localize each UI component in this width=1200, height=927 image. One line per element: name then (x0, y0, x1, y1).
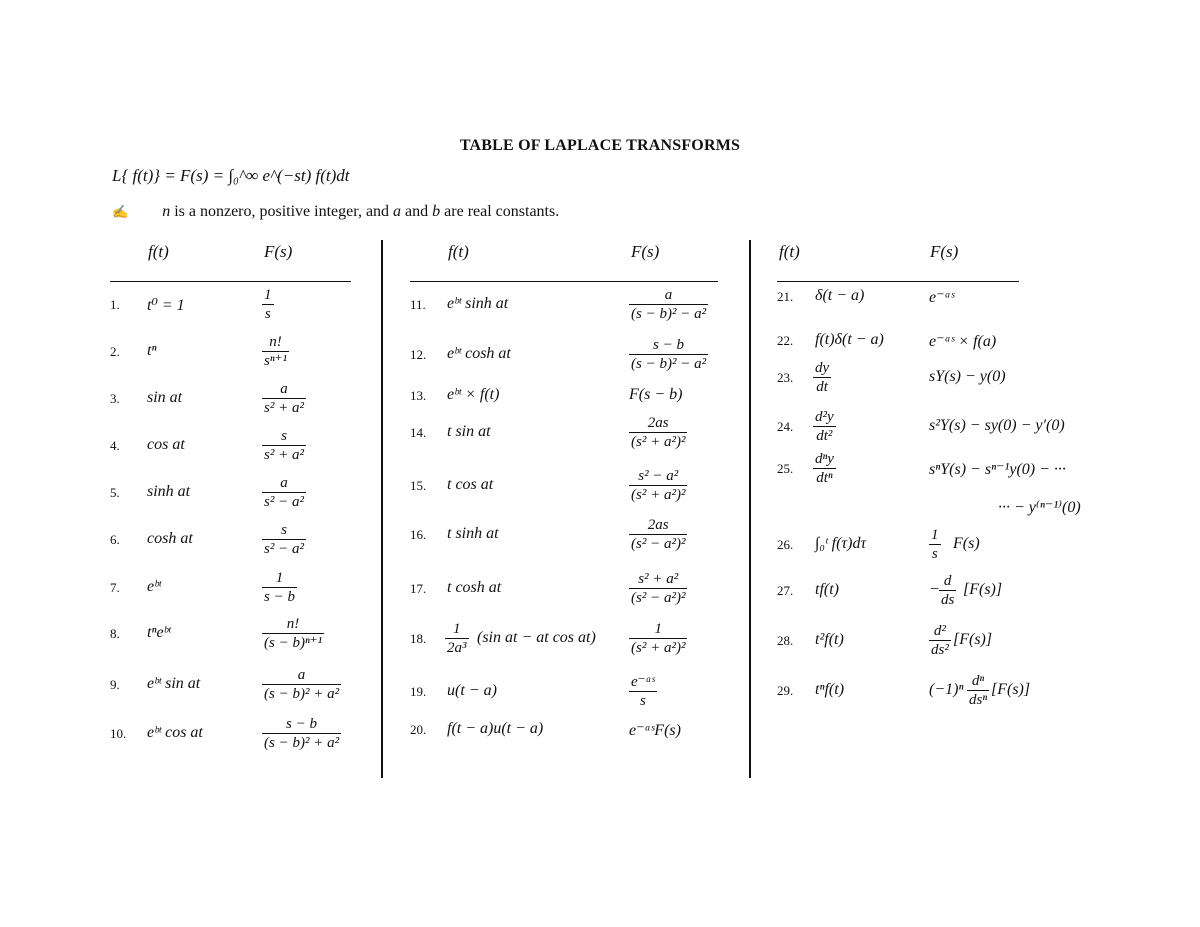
entry-10-number: 10. (110, 726, 127, 741)
entry-11-F-frac-denominator: (s − b)² − a² (631, 306, 707, 322)
entry-20-F: e⁻ᵃˢF(s) (629, 722, 681, 739)
entry-18-f-frac (445, 620, 469, 657)
entry-13-f: eᵇᵗ × f(t) (447, 386, 500, 403)
entry-6-F-frac-denominator: s² − a² (264, 541, 304, 557)
entry-28-F-frac (929, 622, 951, 659)
entry-16-F-frac (629, 516, 687, 553)
entry-23-f-frac (813, 359, 831, 396)
entry-23-F: sY(s) − y(0) (929, 368, 1006, 385)
entry-10-F-frac (262, 715, 341, 752)
entry-18-number: 18. (410, 631, 427, 646)
entry-14-number: 14. (410, 425, 427, 440)
entry-3-F-frac (262, 380, 306, 417)
col3-Fs-header: F(s) (930, 242, 959, 261)
entry-19-number: 19. (410, 684, 427, 699)
entry-3-F-frac-numerator: a (280, 381, 288, 397)
entry-4-F-frac-denominator: s² + a² (264, 447, 304, 463)
entry-10-F-frac-denominator: (s − b)² + a² (264, 735, 340, 751)
entry-7-f: eᵇᵗ (147, 578, 162, 595)
entry-25-F-continued: ··· − y⁽ⁿ⁻¹⁾(0) (998, 499, 1081, 516)
entry-25-f-frac (813, 450, 836, 487)
entry-7-number: 7. (110, 580, 120, 595)
entry-16-number: 16. (410, 527, 427, 542)
entry-21-F: e⁻ᵃˢ (929, 289, 955, 306)
entry-26-F-rest: F(s) (953, 535, 980, 552)
entry-17-F-frac (629, 570, 687, 607)
entry-17-f: t cosh at (447, 579, 502, 596)
entry-14-F-frac (629, 414, 687, 451)
entry-19-F-frac-numerator: e⁻ᵃˢ (631, 674, 655, 690)
entry-4-F-frac (262, 427, 306, 464)
entry-16-F-frac-denominator: (s² − a²)² (631, 536, 686, 552)
entry-18-f-frac-denominator: 2a³ (447, 640, 467, 656)
entry-11-number: 11. (410, 297, 426, 312)
note-b: b (432, 203, 441, 220)
entry-12-F-frac-denominator: (s − b)² − a² (631, 356, 707, 372)
column-divider-2 (749, 240, 751, 778)
entry-23-f-frac-numerator: dy (815, 360, 830, 376)
col1-Fs-header: F(s) (264, 242, 293, 261)
entry-24-F: s²Y(s) − sy(0) − y′(0) (929, 417, 1065, 434)
entry-29-F-prefix: (−1)ⁿ (929, 681, 964, 698)
entry-5-F-frac-numerator: a (280, 475, 288, 491)
entry-17-F-frac-denominator: (s² − a²)² (631, 590, 686, 606)
entry-12-f: eᵇᵗ cosh at (447, 345, 511, 362)
entry-27-F-frac-numerator: d (943, 573, 952, 589)
col3-ft-header: f(t) (779, 242, 800, 261)
entry-26-number: 26. (777, 537, 794, 552)
entry-19-F-frac-denominator: s (629, 691, 657, 710)
col1-ft-header: f(t) (148, 242, 169, 261)
entry-25-number: 25. (777, 461, 794, 476)
entry-17-number: 17. (410, 581, 427, 596)
entry-23-number: 23. (777, 370, 794, 385)
entry-20-number: 20. (410, 722, 427, 737)
entry-5-F-frac (262, 474, 306, 511)
entry-9-F-frac-numerator: a (297, 667, 306, 683)
note-line (112, 203, 559, 221)
entry-28-f: t²f(t) (815, 631, 844, 648)
entry-26-F-frac-numerator: 1 (931, 527, 939, 543)
entry-29-f: tⁿf(t) (815, 681, 845, 698)
entry-18-F-frac-denominator: (s² + a²)² (631, 640, 686, 656)
entry-29-F-frac (967, 672, 989, 709)
entry-27-f: tf(t) (815, 581, 839, 598)
entry-17-F-frac-numerator: s² + a² (638, 571, 679, 587)
entry-28-F-frac-numerator: d² (933, 623, 946, 639)
entry-26-F-frac-denominator: s (929, 544, 941, 563)
entry-6-f: cosh at (147, 530, 193, 547)
entry-4-number: 4. (110, 438, 120, 453)
entry-9-number: 9. (110, 677, 120, 692)
entry-1-f: t⁰ = 1 (147, 297, 185, 314)
entry-12-F-frac (629, 336, 708, 373)
entry-22-F: e⁻ᵃˢ × f(a) (929, 333, 997, 350)
entry-5-F-frac-denominator: s² − a² (264, 494, 304, 510)
entry-24-f-frac-numerator: d²y (815, 409, 834, 425)
entry-12-number: 12. (410, 347, 427, 362)
entry-2-F-frac (262, 333, 289, 370)
entry-23-f-frac-denominator: dt (813, 377, 831, 396)
entry-14-F-frac-denominator: (s² + a²)² (631, 434, 686, 450)
entry-1-F-frac (262, 286, 274, 323)
entry-29-F-frac-numerator: dⁿ (971, 673, 985, 689)
entry-8-F-frac (262, 615, 324, 652)
entry-13-F: F(s − b) (629, 386, 683, 403)
entry-21-f: δ(t − a) (815, 287, 865, 304)
entry-24-f-frac (813, 408, 836, 445)
entry-8-number: 8. (110, 626, 120, 641)
pencil-icon: ✍ (112, 204, 129, 219)
entry-24-number: 24. (777, 419, 794, 434)
entry-12-F-frac-numerator: s − b (653, 337, 685, 353)
entry-2-F-frac-denominator: sⁿ⁺¹ (264, 353, 287, 369)
entry-27-F-prefix: − (929, 581, 940, 598)
entry-19-F-frac (629, 673, 657, 710)
entry-4-F-frac-numerator: s (281, 428, 287, 444)
entry-19-f: u(t − a) (447, 682, 497, 699)
entry-1-F-frac-numerator: 1 (264, 287, 272, 303)
entry-2-number: 2. (110, 344, 120, 359)
entry-6-F-frac-numerator: s (281, 522, 287, 538)
entry-25-f-frac-numerator: dⁿy (815, 451, 834, 467)
entry-14-F-frac-numerator: 2as (647, 415, 669, 431)
entry-1-number: 1. (110, 297, 120, 312)
col2-header-rule (410, 281, 718, 282)
entry-18-f-rest: (sin at − at cos at) (477, 629, 596, 646)
entry-9-F-frac (262, 666, 341, 703)
entry-28-F-rest: [F(s)] (953, 631, 993, 648)
page-title: TABLE OF LAPLACE TRANSFORMS (459, 137, 741, 154)
entry-11-F-frac-numerator: a (664, 287, 673, 303)
entry-26-F-frac (929, 526, 941, 563)
entry-15-F-frac (629, 467, 687, 504)
note-n: n (162, 203, 171, 220)
entry-22-number: 22. (777, 333, 794, 348)
entry-7-F-frac-denominator: s − b (264, 589, 295, 605)
entry-5-f: sinh at (147, 483, 191, 500)
entry-28-number: 28. (777, 633, 794, 648)
col3-header-rule (777, 281, 1019, 282)
entry-11-f: eᵇᵗ sinh at (447, 295, 509, 312)
entry-3-f: sin at (147, 389, 183, 406)
entry-27-F-frac (939, 572, 956, 609)
entry-15-F-frac-denominator: (s² + a²)² (631, 487, 686, 503)
entry-21-number: 21. (777, 289, 794, 304)
entry-3-number: 3. (110, 391, 120, 406)
col1-header-rule (110, 281, 351, 282)
entry-8-F-frac-denominator: (s − b)ⁿ⁺¹ (264, 635, 323, 651)
entry-29-F-frac-denominator: dsⁿ (969, 692, 988, 708)
entry-2-f: tⁿ (147, 342, 157, 359)
laplace-definition: L{ f(t)} = F(s) = ∫₀^∞ e^(−st) f(t)dt (112, 166, 350, 185)
entry-26-f: ∫₀ᵗ f(τ)dτ (815, 535, 867, 552)
entry-6-F-frac (262, 521, 306, 558)
entry-20-f: f(t − a)u(t − a) (447, 720, 544, 737)
entry-25-f-frac-denominator: dtⁿ (813, 468, 836, 487)
col2-Fs-header: F(s) (631, 242, 660, 261)
note-text-2: and (401, 203, 433, 220)
entry-9-f: eᵇᵗ sin at (147, 675, 201, 692)
entry-11-F-frac (629, 286, 708, 323)
entry-3-F-frac-denominator: s² + a² (264, 400, 304, 416)
entry-10-f: eᵇᵗ cos at (147, 724, 203, 741)
entry-25-F: sⁿY(s) − sⁿ⁻¹y(0) − ··· (929, 461, 1066, 478)
note-text-1: is a nonzero, positive integer, and (170, 203, 394, 220)
entry-5-number: 5. (110, 485, 120, 500)
entry-1-F-frac-denominator: s (262, 304, 274, 323)
entry-7-F-frac-numerator: 1 (275, 570, 284, 586)
entry-15-number: 15. (410, 478, 427, 493)
entry-27-number: 27. (777, 583, 794, 598)
entry-8-f: tⁿeᵇᵗ (147, 624, 171, 641)
note-text-3: are real constants. (440, 203, 560, 220)
entry-27-F-frac-denominator: ds (941, 592, 955, 608)
entry-6-number: 6. (110, 532, 120, 547)
entry-18-f-frac-numerator: 1 (453, 621, 461, 637)
entry-16-F-frac-numerator: 2as (647, 517, 669, 533)
entry-22-f: f(t)δ(t − a) (815, 331, 884, 348)
entry-18-F-frac-numerator: 1 (654, 621, 662, 637)
entry-13-number: 13. (410, 388, 427, 403)
entry-27-F-rest: [F(s)] (963, 581, 1003, 598)
entry-29-number: 29. (777, 683, 794, 698)
entry-15-f: t cos at (447, 476, 494, 493)
entry-14-f: t sin at (447, 423, 491, 440)
entry-28-F-frac-denominator: ds² (931, 642, 949, 658)
entry-7-F-frac (262, 569, 297, 606)
note-a: a (393, 203, 402, 220)
entry-18-F-frac (629, 620, 687, 657)
entry-10-F-frac-numerator: s − b (286, 716, 318, 732)
col2-ft-header: f(t) (448, 242, 469, 261)
entry-8-F-frac-numerator: n! (286, 616, 300, 632)
entry-15-F-frac-numerator: s² − a² (638, 468, 679, 484)
entry-2-F-frac-numerator: n! (269, 334, 282, 350)
entry-4-f: cos at (147, 436, 185, 453)
entry-16-f: t sinh at (447, 525, 499, 542)
entry-29-F-rest: [F(s)] (991, 681, 1031, 698)
entry-24-f-frac-denominator: dt² (813, 426, 836, 445)
column-divider-1 (381, 240, 383, 778)
entry-9-F-frac-denominator: (s − b)² + a² (264, 686, 340, 702)
